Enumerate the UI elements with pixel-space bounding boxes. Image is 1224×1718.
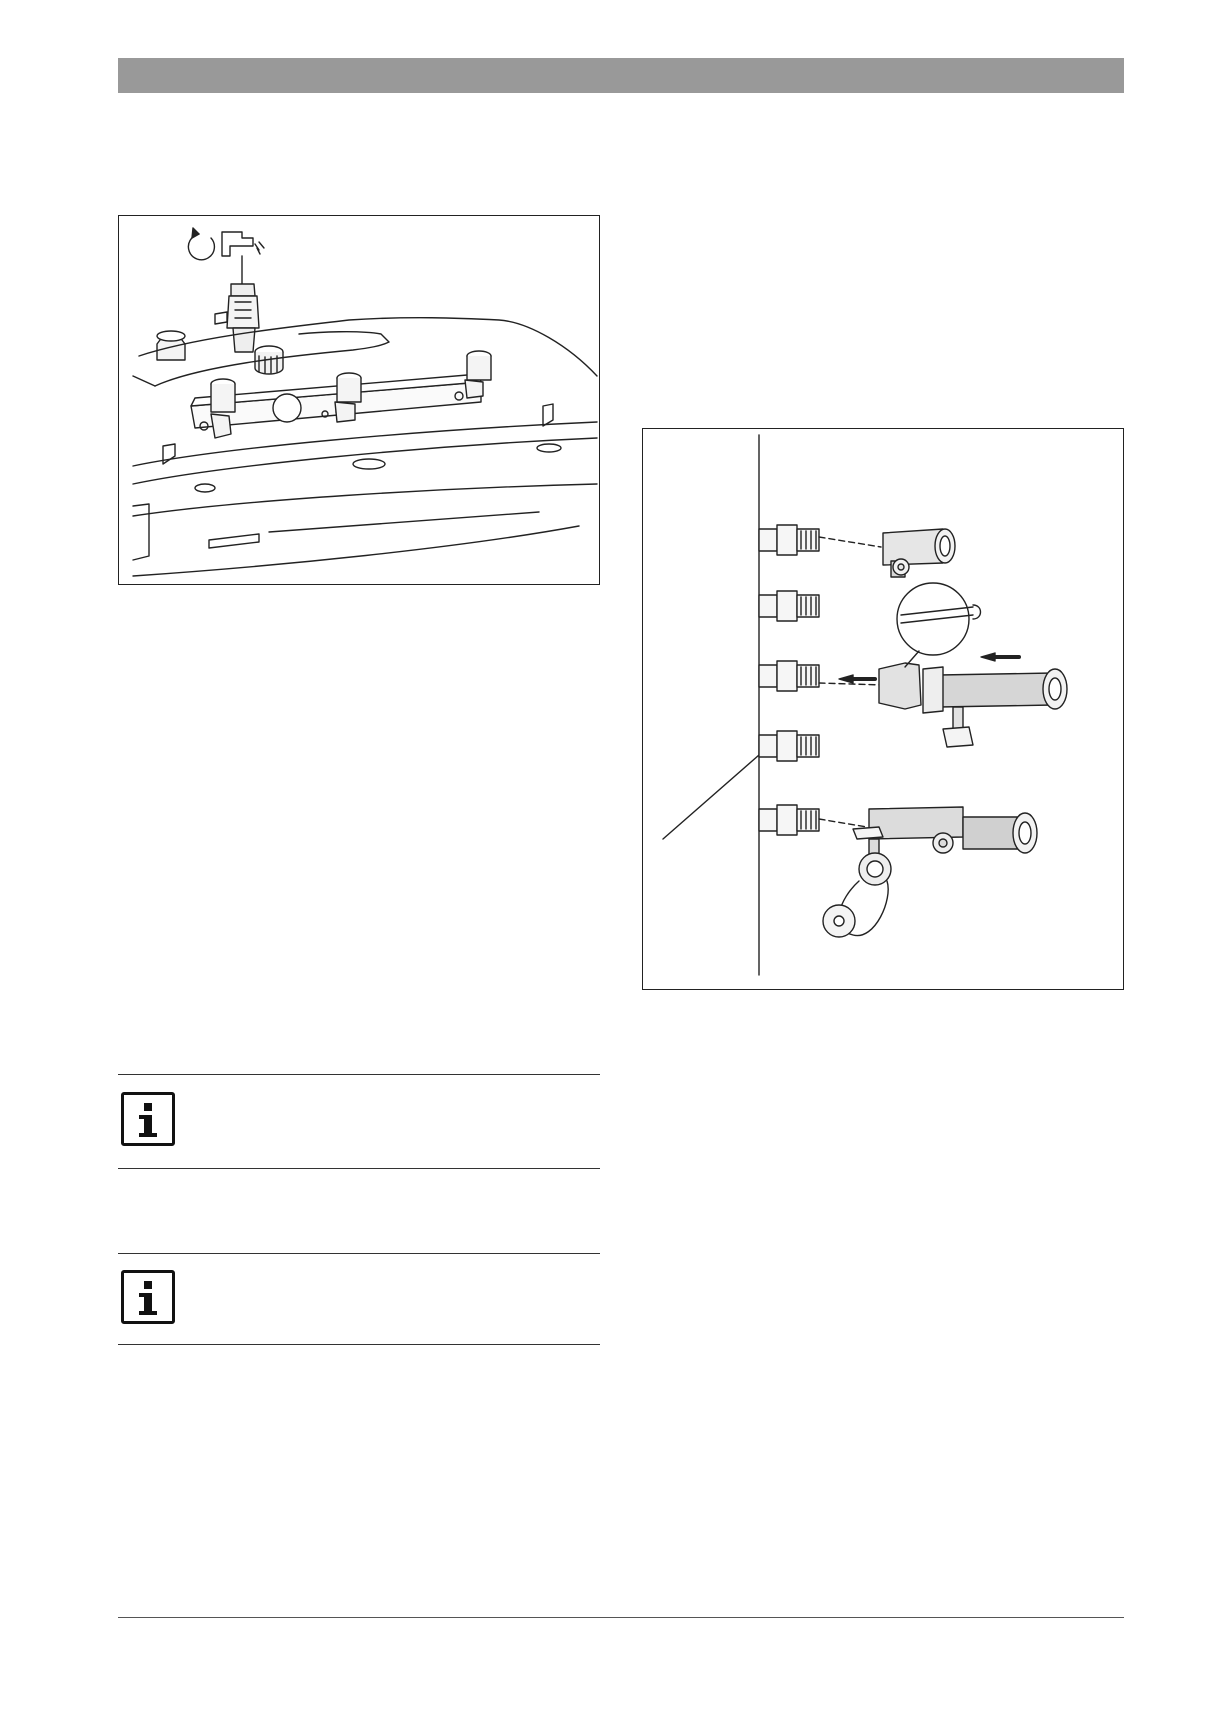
note-top-rule: [118, 1074, 600, 1075]
info-icon: [121, 1270, 175, 1324]
header-bar: [118, 58, 1124, 93]
tap-icon: [222, 232, 264, 256]
note-top-rule: [118, 1253, 600, 1254]
magnifier-detail-icon: [897, 583, 981, 667]
figure-service-valves: [642, 428, 1124, 990]
rotate-icon: [188, 228, 214, 260]
figure-connections-top: [118, 215, 600, 585]
note-bottom-rule: [118, 1168, 600, 1169]
info-icon: [121, 1092, 175, 1146]
footer-rule: [118, 1617, 1124, 1618]
note-bottom-rule: [118, 1344, 600, 1345]
